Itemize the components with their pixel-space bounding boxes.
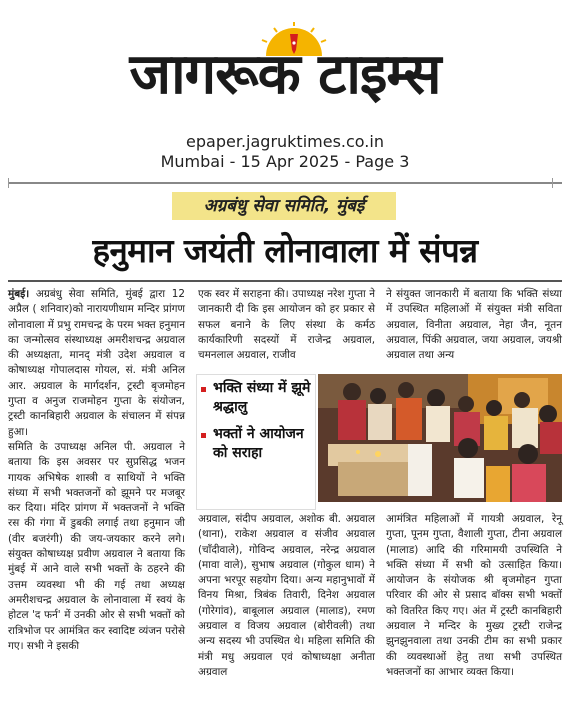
body-paragraph: ने संयुक्त जानकारी में बताया कि भक्ति संध्या में उपस्थित महिलाओं में संयुक्त मंत्री सविता अग्रवाल, विनीता अग्रवाल, नेहा जैन, नूतन अग्रवाल, पिंकी अग्रवाल, जया अग्रवाल, जयश्री अग्रवाल तथा अन्य	[386, 288, 562, 362]
article-column-2-bottom	[198, 512, 375, 707]
body-paragraph: अग्रबंधु सेवा समिति, मुंबई द्वारा 12 अप्रैल ( शनिवार)को नारायणीधाम मन्दिर प्रांगण लोनावाला में प्रभु रामचन्द्र के परम भक्त हनुमान का जन्मोत्सव संस्थाध्यक्ष अमरीशचन्द्र अग्रवाल की अध्यक्षता, मानद् मंत्री उदेश अग्रवाल व कोषाध्यक्ष गोपालदास गोयल, सं. मंत्री अनिल आर. अग्रवाल के मार्गदर्शन, ट्रस्टी बृजमोहन गुप्ता व अनुज राजमोहन गुप्ता के संयोजन, ट्रस्टी कानबिहारी अग्रवाल के संचालन में संपन्न हुआ।	[8, 288, 185, 438]
newspaper-logo	[95, 12, 475, 120]
body-paragraph: समिति के उपाध्यक्ष अनिल पी. अग्रवाल ने बताया कि इस अवसर पर सुप्रसिद्ध भजन गायक अभिषेक शास्त्री व साथियों ने भक्ति संध्या में सभी भक्तजनों को झूमने पर मजबूर कर दिया। मंदिर प्रांगण में भक्तजनों ने भक्ति रस की गंगा में डुबकी लगाई तथा हनुमान जी (वीर बजरंगी) की जय-जयकार करने लगे। संयुक्त कोषाध्यक्ष प्रवीण अग्रवाल ने बताया कि मुंबई में आने वाले सभी भक्तों के ठहरने की उत्तम व्यवस्था भी की गई तथा अध्यक्ष अमरीशचन्द्र अग्रवाल के लोनावाला में स्वयं के होटल 'द फर्न' में उनकी ओर से सभी भक्तों को रात्रिभोज पर आमंत्रित कर स्वादिष्ट व्यंजन परोसे गए। सभी ने इसकी	[8, 440, 185, 652]
dateline: मुंबई।	[8, 288, 30, 300]
epaper-url: epaper.jagruktimes.co.in	[186, 132, 384, 151]
body-paragraph: एक स्वर में सराहना की। उपाध्यक्ष नरेश गुप्ता ने जानकारी दी कि इस आयोजन को हर प्रकार से सफल बनाने के लिए संस्था के कर्मठ कार्यकारिणी सदस्यों में राजेन्द्र अग्रवाल, चमनलाल अग्रवाल, राजीव	[198, 288, 375, 362]
masthead	[0, 0, 570, 178]
crop-mark	[8, 178, 29, 188]
body-paragraph: आमंत्रित महिलाओं में गायत्री अग्रवाल, रेनू गुप्ता, पूनम गुप्ता, वैशाली गुप्ता, टीना अग्रवाल (मालाड) आदि की गरिमामयी उपस्थिति ने भक्ति संध्या में सभी को उत्साहित किया। आयोजन के संयोजक श्री बृजमोहन गुप्ता परिवार की ओर से प्रसाद बॉक्स सभी भक्तों को वितरित किए गए। अंत में ट्रस्टी कानबिहारी अग्रवाल ने मन्दिर के मुख्य ट्रस्टी राजेन्द्र झुनझुनवाला तथा उनकी टीम का सभी प्रकार की व्यवस्थाओं हेतु तथा सभी उपस्थित भक्तजनों का आभार व्यक्त किया।	[386, 513, 562, 678]
news-article	[8, 188, 562, 707]
logo-text: जागरूक टाइम्स	[129, 42, 441, 107]
article-kicker: अग्रबंधु सेवा समिति, मुंबई	[172, 192, 396, 220]
edition-date-page: Mumbai - 15 Apr 2025 - Page 3	[160, 152, 410, 171]
section-divider	[8, 182, 562, 184]
article-column-3	[386, 287, 562, 362]
event-photo	[318, 374, 562, 502]
bullet-icon	[201, 387, 206, 392]
crop-mark	[552, 178, 573, 188]
highlights-box: भक्ति संध्या में झूमे श्रद्धालु भक्तों ने आयोजन को सराहा	[196, 374, 316, 510]
article-column-2	[198, 287, 375, 362]
article-column-3-bottom	[386, 512, 562, 707]
headline-rule	[8, 280, 562, 282]
bullet-icon	[201, 433, 206, 438]
article-column-1	[8, 287, 185, 707]
article-headline: हनुमान जयंती लोनावाला में संपन्न	[92, 231, 478, 270]
body-paragraph: अग्रवाल, संदीप अग्रवाल, अशोक बी. अग्रवाल (थाना), राकेश अग्रवाल व संजीव अग्रवाल (चाँदीवाले), गोविन्द अग्रवाल, नरेन्द्र अग्रवाल (मावा वाले), सुभाष अग्रवाल (गोकुल धाम) ने अपना भरपूर सहयोग दिया। अन्य महानुभावों में विनय मिश्रा, त्रिबंक तिवारी, दिनेश अग्रवाल (गोरेगांव), बाबूलाल अग्रवाल (मालाड), रमण अग्रवाल व विजय अग्रवाल (बोरीवली) तथा अन्य सदस्य भी उपस्थित थे। महिला समिति की मंत्री मधु अग्रवाल एवं कोषाध्यक्षा अनीता अग्रवाल	[198, 513, 375, 678]
